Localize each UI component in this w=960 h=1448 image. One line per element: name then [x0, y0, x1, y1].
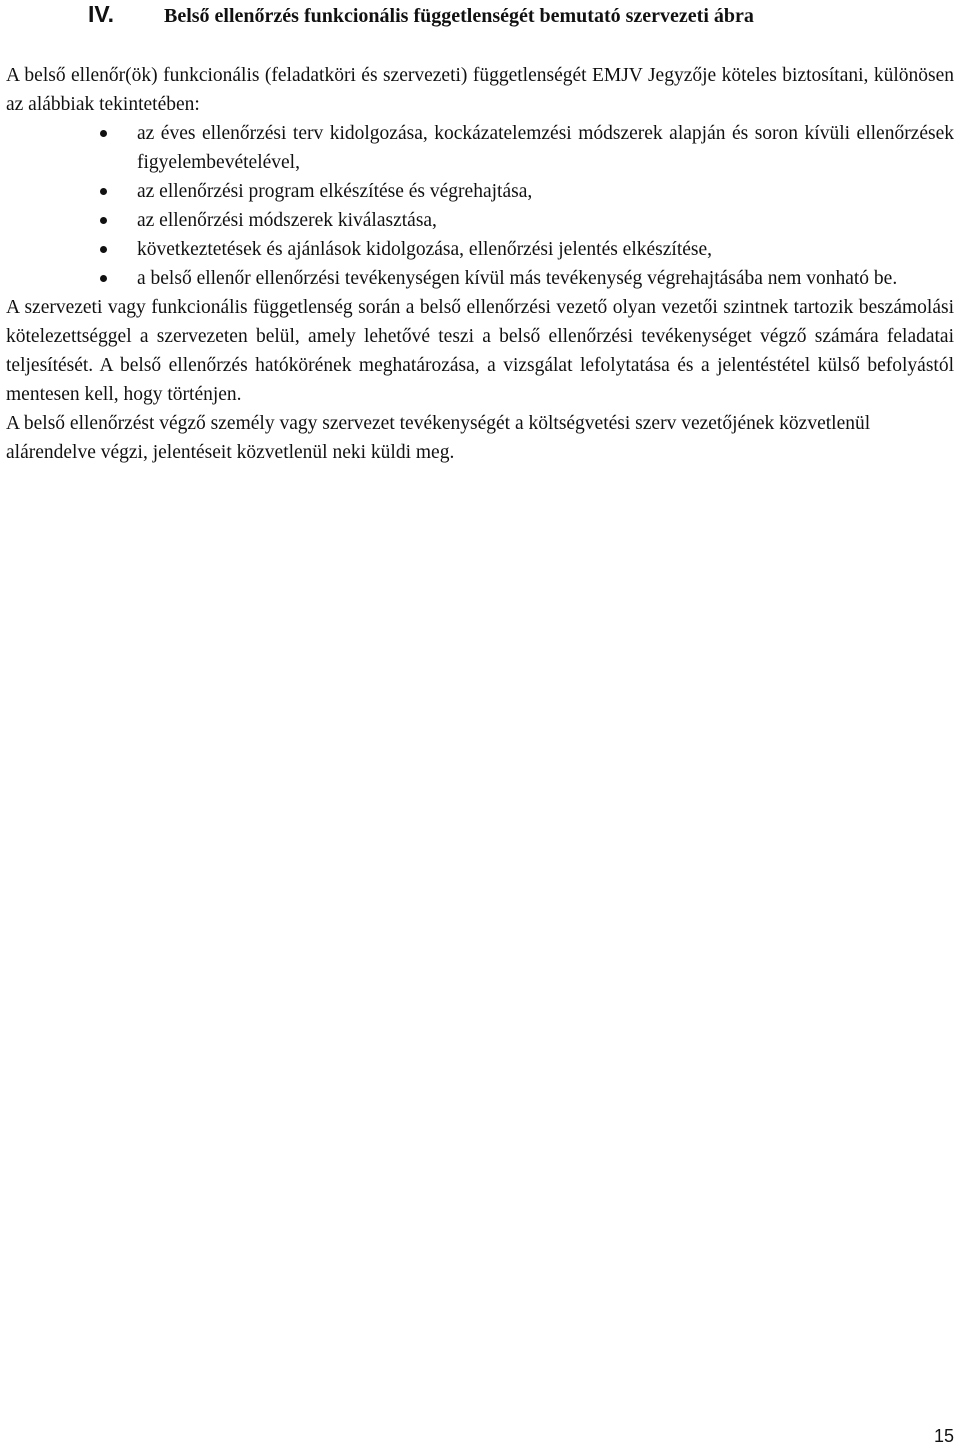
bullet-icon: [100, 188, 107, 195]
section-title: Belső ellenőrzés funkcionális függetlenségét bemutató szervezeti ábra: [164, 5, 754, 27]
bullet-icon: [100, 130, 107, 137]
bullet-icon: [100, 217, 107, 224]
section-number: IV.: [88, 1, 115, 27]
list-item-text: az éves ellenőrzési terv kidolgozása, kockázatelemzési módszerek alapján és soron kívüli ellenőrzések figyelembevételével,: [137, 123, 954, 173]
list-item-text: az ellenőrzési program elkészítése és végrehajtása,: [137, 181, 533, 202]
section-heading: [88, 0, 948, 28]
list-item-text: a belső ellenőr ellenőrzési tevékenységen kívül más tevékenység végrehajtásába nem vonható be.: [137, 268, 898, 289]
subordination-paragraph: A belső ellenőrzést végző személy vagy szervezet tevékenységét a költségvetési szerv vezetőjének közvetlenül alárendelve végzi, jelentéseit közvetlenül neki küldi meg.: [6, 413, 871, 463]
independence-paragraph: A szervezeti vagy funkcionális függetlenség során a belső ellenőrzési vezető olyan vezetői szintnek tartozik beszámolási kötelezettséggel a szervezeten belül, amely lehetővé teszi a belső ellenőrzési tevékenységet végző számára feladatai teljesítését. A belső ellenőrzés hatókörének meghatározása, a vizsgálat lefolytatása és a jelentéstétel külső befolyástól mentesen kell, hogy történjen.: [6, 297, 954, 405]
bullet-icon: [100, 246, 107, 253]
list-item: [6, 119, 954, 177]
list-item: [6, 206, 954, 235]
list-item: [6, 235, 954, 264]
list-item-text: következtetések és ajánlások kidolgozása, ellenőrzési jelentés elkészítése,: [137, 239, 713, 260]
intro-paragraph: A belső ellenőr(ök) funkcionális (feladatköri és szervezeti) függetlenségét EMJV Jegyzője köteles biztosítani, különösen az alábbiak tekintetében:: [6, 65, 954, 115]
document-body: [6, 61, 954, 467]
bullet-icon: [100, 275, 107, 282]
list-item: [6, 177, 954, 206]
list-item: [6, 264, 954, 293]
bullet-list: [6, 119, 954, 293]
list-item-text: az ellenőrzési módszerek kiválasztása,: [137, 210, 437, 231]
page-number: 15: [933, 1426, 954, 1446]
